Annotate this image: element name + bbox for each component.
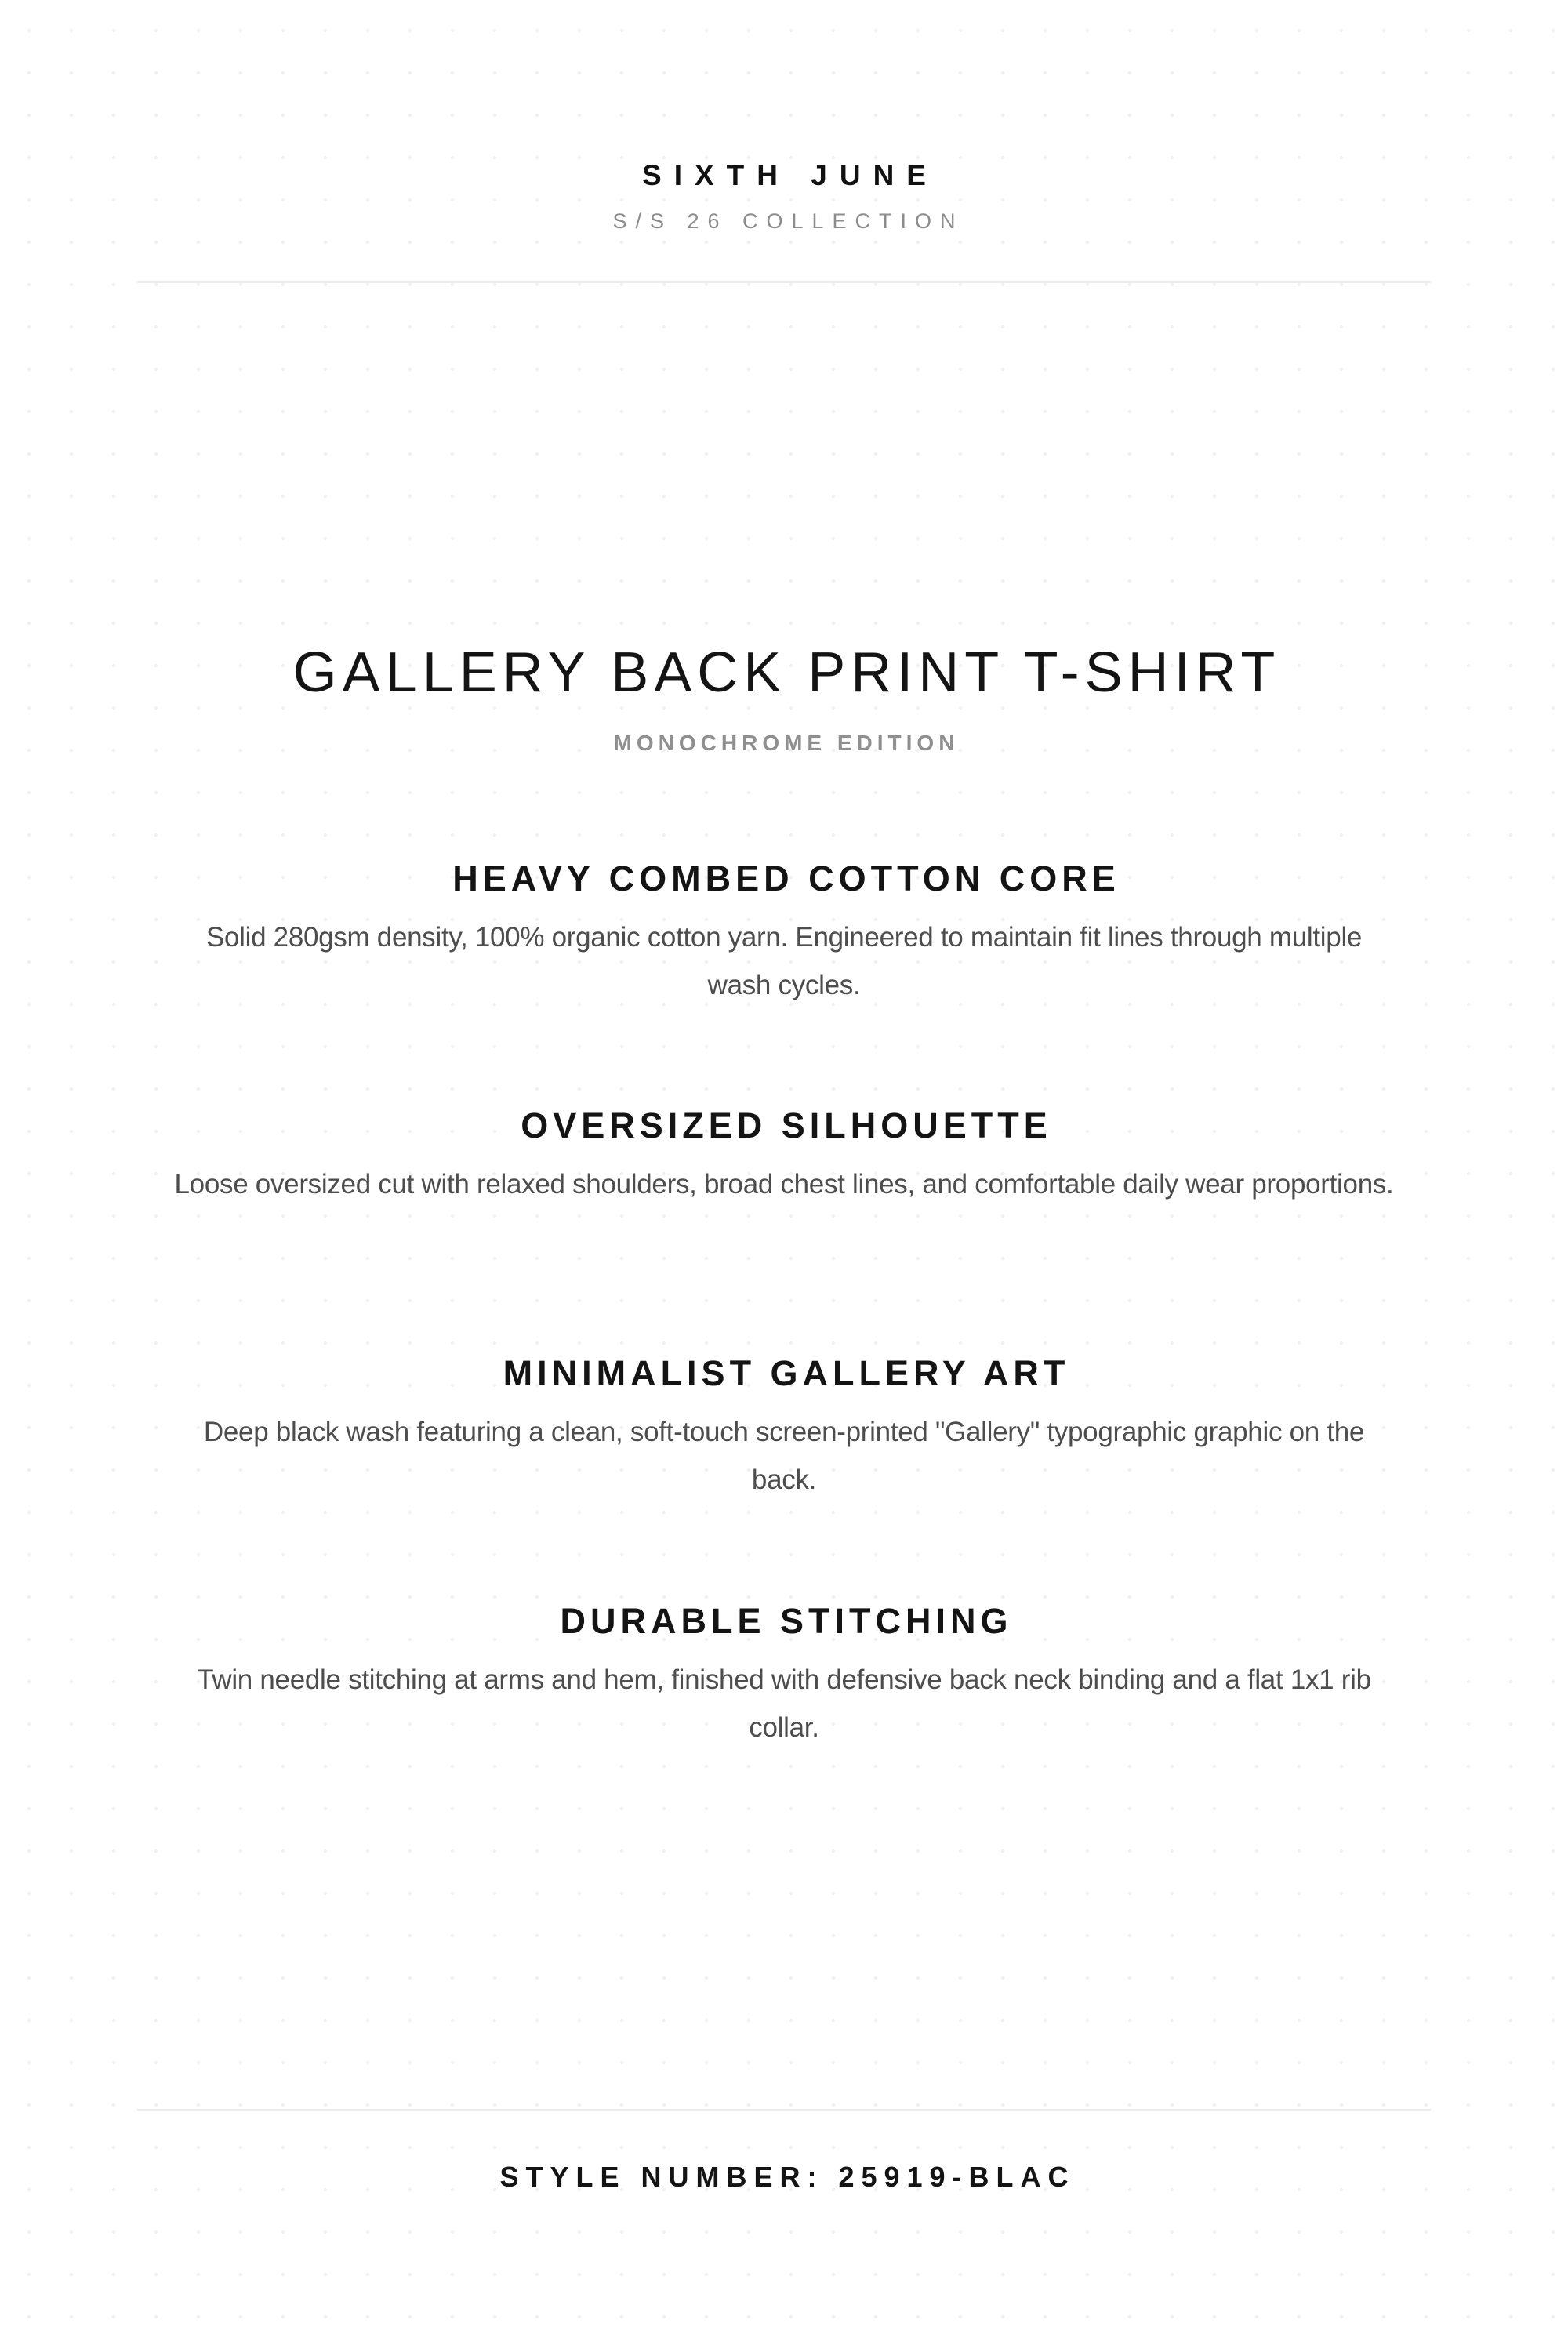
feature-title: DURABLE STITCHING (560, 1601, 1013, 1641)
feature-item-stitching (157, 1596, 1411, 1751)
edition-label: MONOCHROME EDITION (613, 731, 960, 755)
feature-title: HEAVY COMBED COTTON CORE (452, 858, 1120, 898)
top-divider (137, 281, 1431, 283)
style-number: STYLE NUMBER: 25919-BLAC (499, 2161, 1076, 2193)
collection-label: S/S 26 COLLECTION (612, 209, 964, 233)
feature-title: MINIMALIST GALLERY ART (503, 1353, 1070, 1393)
feature-description: Solid 280gsm density, 100% organic cotton yarn. Engineered to maintain fit lines through multiple wash cycles. (205, 922, 1363, 1000)
brand-name: SIXTH JUNE (642, 159, 938, 191)
feature-description: Loose oversized cut with relaxed shoulders, broad chest lines, and comfortable daily wear proportions. (174, 1169, 1394, 1200)
feature-description: Twin needle stitching at arms and hem, finished with defensive back neck binding and a flat 1x1 rib collar. (197, 1664, 1371, 1743)
feature-item-silhouette (157, 1101, 1411, 1208)
product-title: GALLERY BACK PRINT T-SHIRT (292, 641, 1281, 704)
feature-description: Deep black wash featuring a clean, soft-touch screen-printed "Gallery" typographic graphic on the back. (203, 1417, 1365, 1495)
feature-title: OVERSIZED SILHOUETTE (521, 1105, 1052, 1145)
feature-item-gallery-art (157, 1348, 1411, 1504)
feature-item-cotton-core (157, 854, 1411, 1009)
bottom-divider (137, 2109, 1431, 2111)
